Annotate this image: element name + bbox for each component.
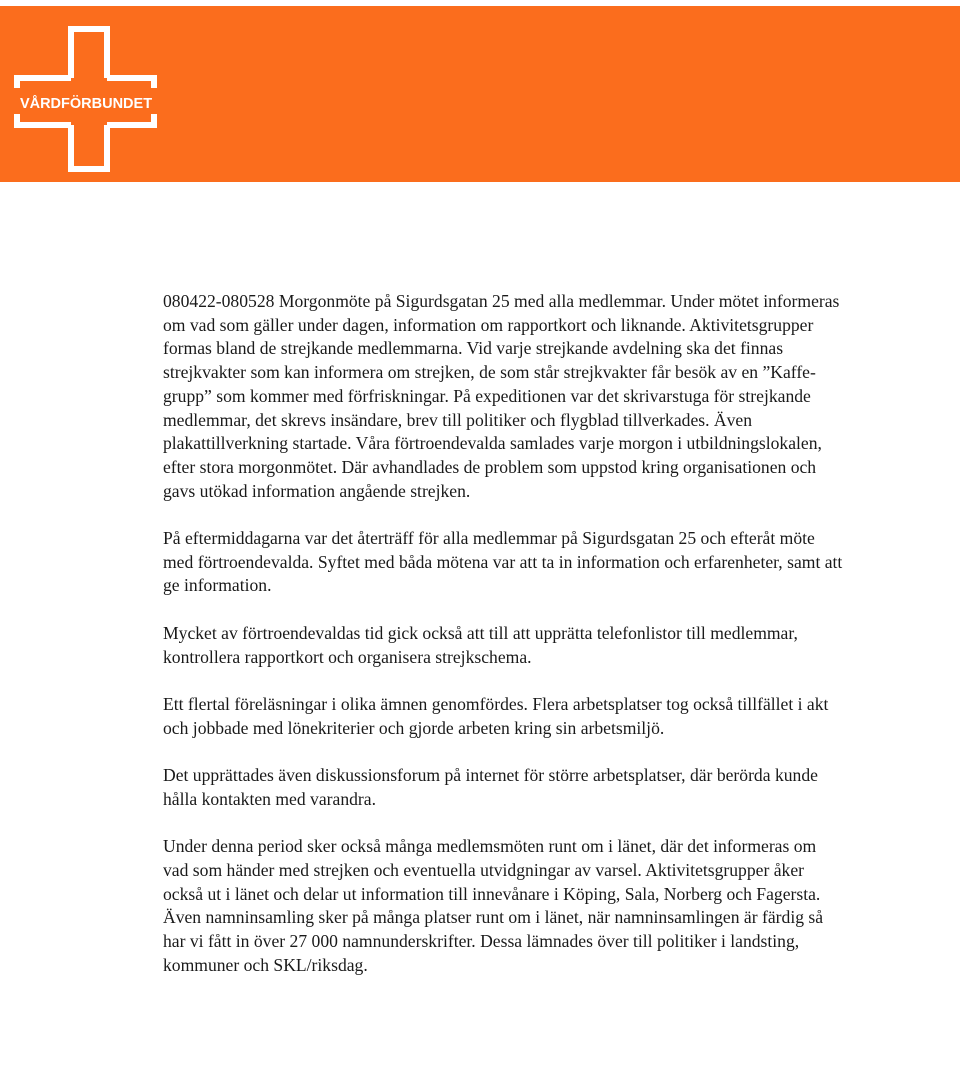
cross-icon [14, 26, 166, 172]
paragraph: 080422-080528 Morgonmöte på Sigurdsgatan 25 med alla medlemmar. Under mötet informeras om vad som gäller under dagen, information om rapportkort och liknande. Aktivitetsgrupper formas bland de strejkande medlemmarna. Vid varje strejkande avdelning ska det finnas strejkvakter som kan informera om strejken, de som står strejkvakter får besök av en ”Kaffe-grupp” som kommer med förfriskningar. På expeditionen var det skrivarstuga för strejkande medlemmar, det skrevs insändare, brev till politiker och flygblad tillverkades. Även plakattillverkning startade. Våra förtroendevalda samlades varje morgon i utbildningslokalen, efter stora morgonmötet. Där avhandlades de problem som uppstod kring organisationen och gavs utökad information angående strejken. [163, 291, 840, 501]
logo-wordmark: VÅRDFÖRBUNDET [19, 96, 153, 112]
paragraph: Det upprättades även diskussionsforum på internet för större arbetsplatser, där berörda kunde hålla kontakten med varandra. [163, 765, 818, 809]
paragraph: På eftermiddagarna var det återträff för alla medlemmar på Sigurdsgatan 25 och efteråt möte med förtroendevalda. Syftet med båda mötena var att ta in information och erfarenheter, samt att ge information. [163, 528, 843, 596]
paragraph: Ett flertal föreläsningar i olika ämnen genomfördes. Flera arbetsplatser tog också tillfället i akt och jobbade med lönekriterier och gjorde arbeten kring sin arbetsmiljö. [163, 693, 829, 738]
paragraph: Mycket av förtroendevaldas tid gick också att till att upprätta telefonlistor till medlemmar, kontrollera rapportkort och organisera strejkschema. [163, 622, 798, 667]
header-band [0, 6, 960, 182]
document-body [163, 290, 843, 977]
paragraph: Under denna period sker också många medlemsmöten runt om i länet, där det informeras om vad som händer med strejken och eventuella utvidgningar av varsel. Aktivitetsgrupper åker också ut i länet och delar ut information till innevånare i Köping, Sala, Norberg och Fagersta. Även namninsamling sker på många platser runt om i länet, när namninsamlingen är färdig så har vi fått in över 27 000 namnunderskrifter. Dessa lämnades över till politiker i landsting, kommuner och SKL/riksdag. [163, 836, 824, 975]
vardforbundet-logo [14, 26, 166, 172]
